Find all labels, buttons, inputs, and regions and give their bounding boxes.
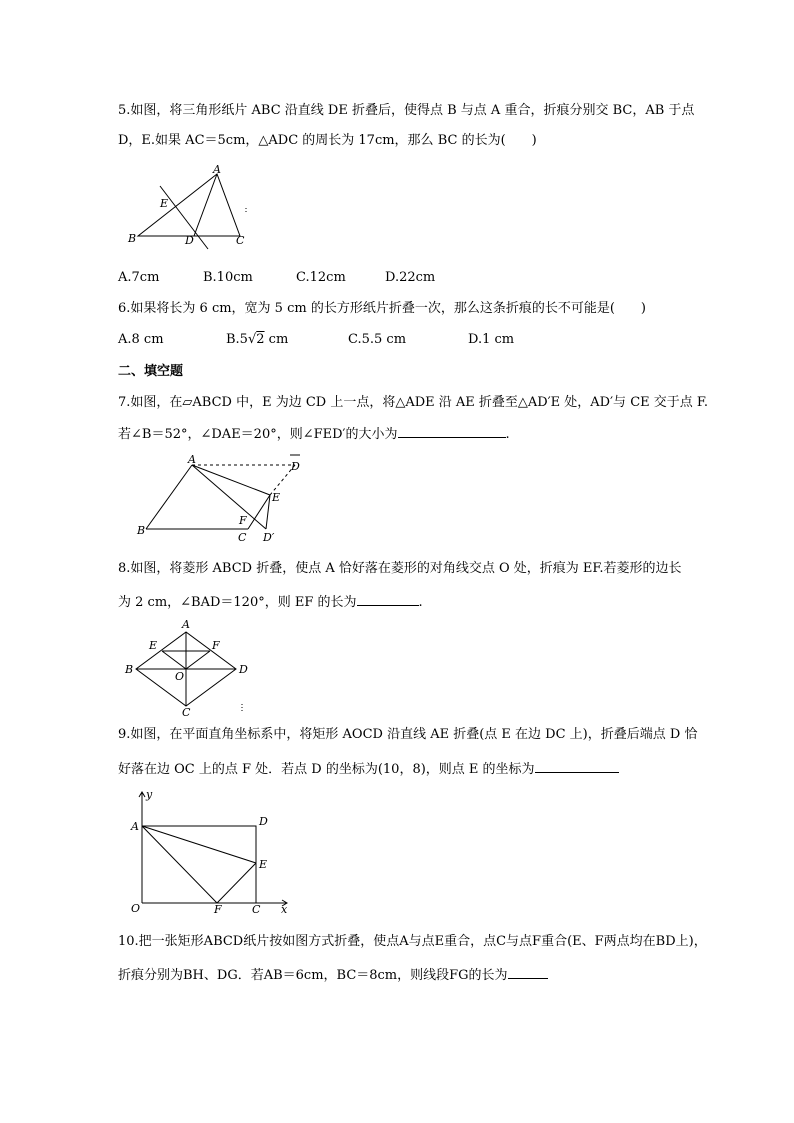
q6-option-b-post: cm: [264, 332, 289, 347]
q9-label-O: O: [131, 902, 141, 915]
q7-label-F: F: [239, 514, 247, 527]
q7-line2-text: 若∠B＝52°，∠DAE＝20°，则∠FED′的大小为: [118, 427, 398, 442]
q8-line2: [118, 593, 423, 611]
q9-line2-text: 好落在边 OC 上的点 F 处．若点 D 的坐标为(10，8)，则点 E 的坐标为: [118, 762, 535, 777]
q9-label-A: A: [131, 820, 139, 833]
q8-label-E: E: [149, 639, 158, 652]
q6-option-b-pre: B.5: [226, 332, 248, 347]
q8-line1: 8.如图，将菱形 ABCD 折叠，使点 A 恰好落在菱形的对角线交点 O 处，折痕为 EF.若菱形的边长: [118, 561, 682, 576]
q8-label-O: O: [175, 670, 185, 683]
q5-triangle-figure: [120, 162, 260, 252]
q9-label-E: E: [259, 858, 268, 871]
q8-line2-end: .: [418, 595, 423, 610]
q5-label-C: C: [236, 234, 245, 247]
q5-line2: D，E.如果 AC＝5cm，△ADC 的周长为 17cm，那么 BC 的长为( ): [118, 133, 537, 148]
q8-label-A: A: [182, 618, 190, 631]
q9-line1: 9.如图，在平面直角坐标系中，将矩形 AOCD 沿直线 AE 折叠(点 E 在边 DC 上)，折叠后端点 D 恰: [118, 727, 698, 742]
q6-option-b-radicand: 2: [256, 332, 265, 347]
q7-line2: [118, 425, 510, 443]
q5-label-D: D: [185, 234, 194, 247]
q10-line2: [118, 966, 548, 984]
q7-line1: 7.如图，在▱ABCD 中，E 为边 CD 上一点，将△ADE 沿 AE 折叠至△AD′E 处，AD′与 CE 交于点 F.: [118, 395, 709, 410]
q6-option-c: C.5.5 cm: [348, 332, 407, 347]
q9-label-x: x: [281, 903, 288, 916]
q5-label-B: B: [128, 232, 137, 245]
q5-option-b: B.10cm: [203, 270, 253, 285]
q5-option-a: A.7cm: [118, 270, 160, 285]
q8-label-D: D: [239, 663, 248, 676]
q7-parallelogram-figure: [130, 452, 320, 547]
q9-coordinate-figure: [122, 786, 297, 921]
q7-label-Dprime: D′: [263, 531, 275, 544]
q10-line2-text: 折痕分别为BH、DG．若AB＝6cm，BC＝8cm，则线段FG的长为: [118, 968, 508, 983]
q9-answer-blank[interactable]: [535, 760, 619, 773]
q6-option-b: [226, 332, 288, 348]
q6-option-a: A.8 cm: [118, 332, 164, 347]
q5-label-E: E: [160, 197, 169, 210]
q8-rhombus-figure: [122, 618, 262, 718]
q8-answer-blank[interactable]: [357, 593, 419, 606]
q9-label-y: y: [146, 788, 153, 801]
sqrt-symbol: √2: [247, 332, 265, 347]
q5-option-d: D.22cm: [385, 270, 436, 285]
q5-label-A: A: [213, 163, 221, 176]
q7-line2-end: .: [505, 427, 510, 442]
q7-label-C: C: [238, 531, 247, 544]
q7-label-B: B: [137, 524, 146, 537]
q7-answer-blank[interactable]: [398, 425, 506, 438]
q5-line1: 5.如图，将三角形纸片 ABC 沿直线 DE 折叠后，使得点 B 与点 A 重合，折痕分别交 BC，AB 于点: [118, 103, 695, 118]
q9-label-D: D: [259, 815, 268, 828]
q9-label-F: F: [214, 903, 222, 916]
q10-line1: 10.把一张矩形ABCD纸片按如图方式折叠，使点A与点E重合，点C与点F重合(E、F两点均在BD上)，: [118, 934, 707, 949]
q8-label-C: C: [182, 706, 191, 719]
q8-label-B: B: [125, 663, 134, 676]
q9-label-C: C: [252, 903, 261, 916]
section-title: 二、填空题: [118, 364, 184, 379]
q8-line2-text: 为 2 cm，∠BAD＝120°，则 EF 的长为: [118, 595, 357, 610]
q10-answer-blank[interactable]: [508, 966, 548, 979]
q5-option-c: C.12cm: [296, 270, 346, 285]
q8-label-F: F: [212, 639, 220, 652]
q6-option-d: D.1 cm: [468, 332, 515, 347]
q7-label-D: D: [291, 460, 300, 473]
q7-label-A: A: [188, 453, 196, 466]
q6-line1: 6.如果将长为 6 cm，宽为 5 cm 的长方形纸片折叠一次，那么这条折痕的长不可能是( ): [118, 301, 646, 316]
q7-label-E: E: [272, 491, 281, 504]
q9-line2: [118, 760, 619, 778]
